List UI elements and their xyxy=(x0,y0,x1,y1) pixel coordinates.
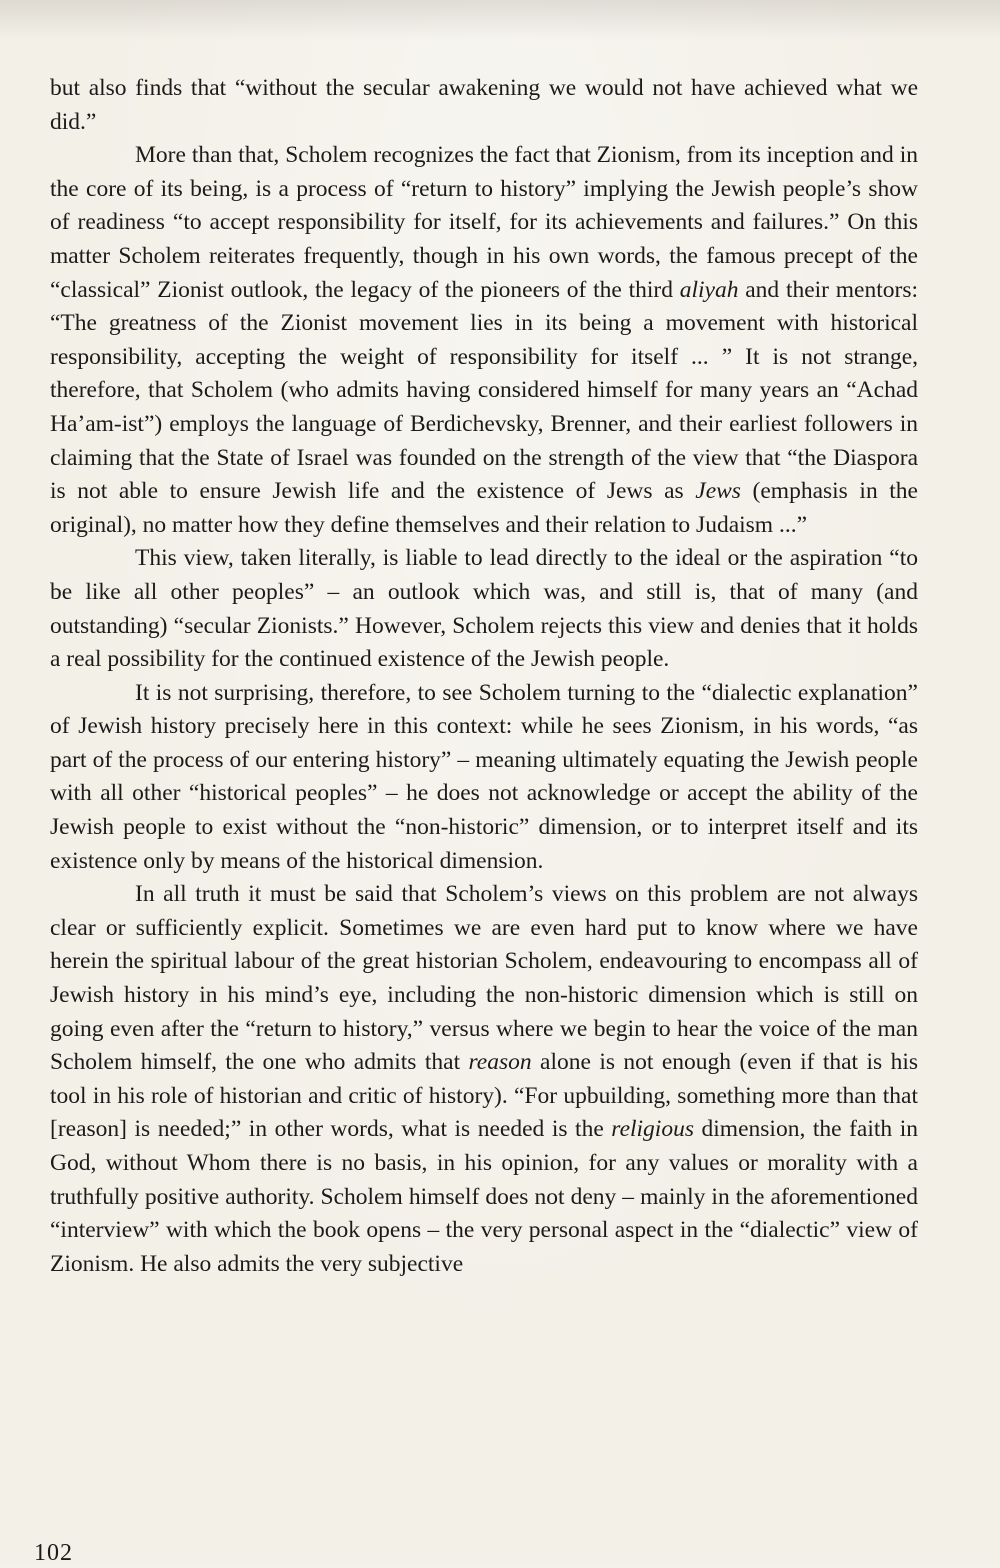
text-run: In all truth it must be said that Scholem’s views on this problem are not always clear or sufficiently explicit. Sometimes we are even hard put to know where we have herein the spiritual labour of the great historian Scholem, endeavouring to encompass all of Jewish history in his mind’s eye, including the non-historic dimension which is still on going even after the “return to history,” versus where we begin to hear the voice of the man Scholem himself, the one who admits that xyxy=(50,881,918,1076)
paragraph xyxy=(50,72,918,139)
italic-text: aliyah xyxy=(679,276,739,303)
italic-text: religious xyxy=(611,1116,694,1143)
text-run: It is not surprising, therefore, to see Scholem turning to the “dialectic explanation” of Jewish history precisely here in this context: while he sees Zionism, in his words, “as part of the process of our entering history” – meaning ultimately equating the Jewish people with all other “historical peoples” – he does not acknowledge or accept the ability of the Jewish people to exist without the “non-historic” dimension, or to interpret itself and its existence only by means of the historical dimension. xyxy=(50,679,918,874)
scan-shadow xyxy=(0,0,1000,40)
text-run: and their mentors: “The greatness of the Zionist movement lies in its being a movement with historical responsibility, accepting the weight of responsibility for itself ... ” It is not strange, therefore, that Scholem (who admits having considered himself for many years an “Achad Ha’am-ist”) employs the language of Berdichevsky, Brenner, and their earliest followers in claiming that the State of Israel was founded on the strength of the view that “the Diaspora is not able to ensure Jewish life and the existence of Jews as xyxy=(50,276,919,505)
body-text xyxy=(50,72,918,1281)
paragraph xyxy=(50,139,918,542)
text-run: (emphasis in the original), no matter how they define themselves and their relation to Judaism ...” xyxy=(50,478,918,538)
page-number: 102 xyxy=(34,1540,73,1566)
italic-text: reason xyxy=(468,1049,532,1076)
text-run: alone is not enough (even if that is his tool in his role of historian and critic of history). “For upbuilding, something more than that [reason] is needed;” in other words, what is needed is the xyxy=(50,1049,918,1143)
text-run: but also finds that “without the secular awakening we would not have achieved what we did.” xyxy=(50,75,918,135)
paragraph xyxy=(50,878,918,1281)
paragraph xyxy=(50,677,918,879)
text-run: dimension, the faith in God, without Whom there is no basis, in his opinion, for any values or morality with a truthfully positive authority. Scholem himself does not deny – mainly in the aforementioned “interview” with which the book opens – the very personal aspect in the “dialectic” view of Zionism. He also admits the very subjective xyxy=(50,1116,918,1277)
text-run: This view, taken literally, is liable to lead directly to the ideal or the aspiration “to be like all other peoples” – an outlook which was, and still is, that of many (and outstanding) “secular Zionists.” However, Scholem rejects this view and denies that it holds a real possibility for the continued existence of the Jewish people. xyxy=(50,545,918,673)
paragraph xyxy=(50,542,918,676)
text-run: More than that, Scholem recognizes the fact that Zionism, from its inception and in the core of its being, is a process of “return to history” implying the Jewish people’s show of readiness “to accept responsibility for itself, for its achievements and failures.” On this matter Scholem reiterates frequently, though in his own words, the famous precept of the “classical” Zionist outlook, the legacy of the pioneers of the third xyxy=(50,142,918,303)
italic-text: Jews xyxy=(695,478,741,505)
